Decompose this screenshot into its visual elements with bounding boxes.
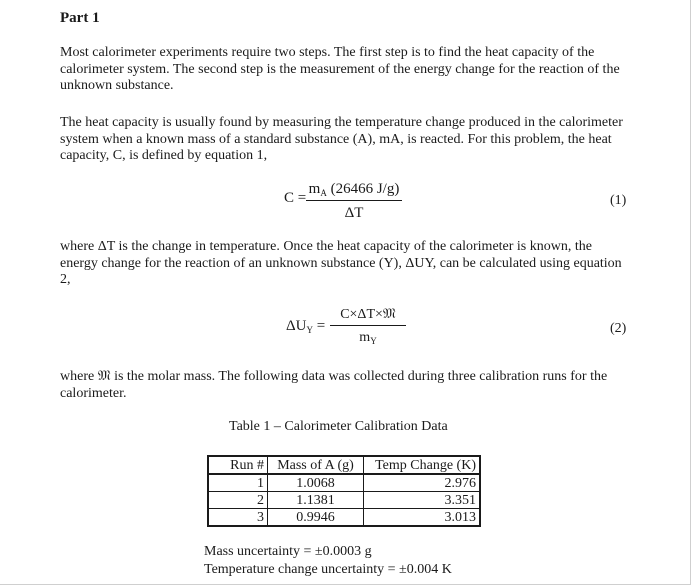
equation-2-fraction bbox=[330, 307, 406, 346]
equation-2-lhs-subscript: Y bbox=[306, 325, 313, 335]
equation-2-equals: = bbox=[316, 318, 326, 334]
cell-temp-change: 3.013 bbox=[364, 509, 481, 527]
cell-temp-change: 2.976 bbox=[364, 474, 481, 492]
cell-run: 1 bbox=[208, 474, 268, 492]
table-row bbox=[208, 492, 480, 509]
section-heading: Part 1 bbox=[60, 10, 100, 26]
header-run: Run # bbox=[208, 456, 268, 474]
cell-mass: 1.0068 bbox=[268, 474, 364, 492]
equation-1-num-rest: (26466 J/g) bbox=[330, 181, 400, 197]
equation-2-den-subscript: Y bbox=[370, 336, 377, 346]
cell-mass: 0.9946 bbox=[268, 509, 364, 527]
paragraph-intro: Most calorimeter experiments require two steps. The first step is to find the heat capacity of the calorimeter system. The second step is the measurement of the energy change for the reaction of the unknown substance. bbox=[60, 45, 620, 93]
equation-2-den-symbol: m bbox=[359, 330, 371, 345]
table-caption: Table 1 – Calorimeter Calibration Data bbox=[229, 419, 448, 434]
table-row bbox=[208, 474, 480, 492]
equation-1-num-subscript: A bbox=[320, 188, 327, 198]
equation-2-tag: (2) bbox=[610, 321, 627, 336]
equation-1-numerator bbox=[306, 181, 402, 201]
header-temp-change: Temp Change (K) bbox=[364, 456, 481, 474]
equation-1-fraction bbox=[306, 181, 402, 222]
equation-2-lhs bbox=[286, 318, 325, 335]
cell-mass: 1.1381 bbox=[268, 492, 364, 509]
calibration-table bbox=[207, 455, 481, 527]
equation-2-numerator: C×ΔT×𝔐 bbox=[330, 307, 406, 326]
equation-1-denominator: ΔT bbox=[344, 205, 364, 221]
cell-temp-change: 3.351 bbox=[364, 492, 481, 509]
paragraph-molar-mass: where 𝔐 is the molar mass. The following data was collected during three calibration runs for the calorimeter. bbox=[60, 369, 608, 401]
equation-1-tag: (1) bbox=[610, 193, 627, 208]
header-mass: Mass of A (g) bbox=[268, 456, 364, 474]
cell-run: 2 bbox=[208, 492, 268, 509]
equation-2-lhs-symbol: ΔU bbox=[286, 318, 307, 334]
mass-uncertainty: Mass uncertainty = ±0.0003 g bbox=[204, 544, 372, 559]
paragraph-delta-t: where ΔT is the change in temperature. Once the heat capacity of the calorimeter is known, the energy change for the reaction of an unknown substance (Y), ΔUY, can be calculated using equation 2, bbox=[60, 239, 622, 287]
table-header-row bbox=[208, 456, 480, 474]
equation-2-denominator bbox=[330, 326, 406, 346]
temp-change-uncertainty: Temperature change uncertainty = ±0.004 K bbox=[204, 562, 452, 577]
equation-1-lhs: C = bbox=[284, 190, 307, 206]
table-row bbox=[208, 509, 480, 527]
equation-1-num-symbol: m bbox=[308, 181, 321, 197]
paragraph-heat-capacity: The heat capacity is usually found by measuring the temperature change produced in the calorimeter system when a known mass of a standard substance (A), mA, is reacted. For this problem, the heat capacity, C, is defined by equation 1, bbox=[60, 115, 623, 163]
cell-run: 3 bbox=[208, 509, 268, 527]
